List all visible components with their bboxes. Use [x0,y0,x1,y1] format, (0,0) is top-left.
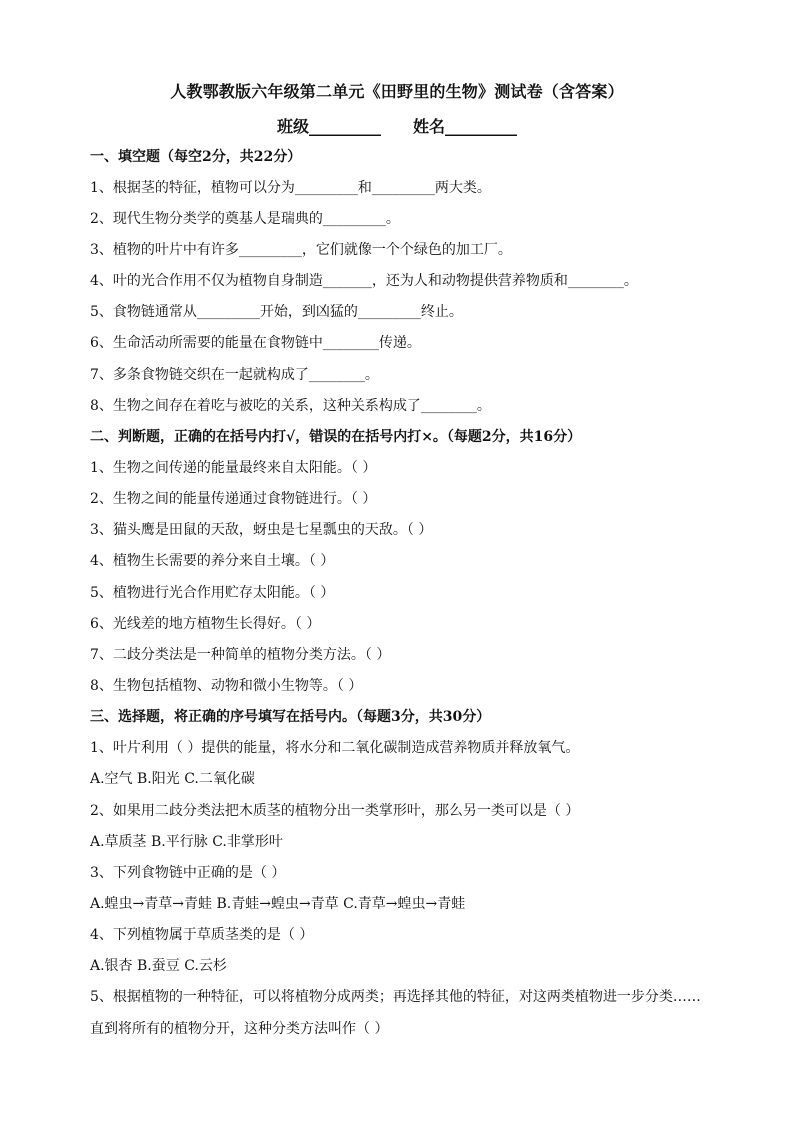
question-item: 4、植物生长需要的养分来自土壤。（ ） [90,553,335,569]
question-item: 4、叶的光合作用不仅为植物自身制造_______，还为人和动物提供营养物质和________。 [90,273,638,289]
question-item: 6、生命活动所需要的能量在食物链中________传递。 [90,335,421,351]
question-item: 2、现代生物分类学的奠基人是瑞典的_________。 [90,211,400,227]
choice-options: A.空气 B.阳光 C.二氧化碳 [90,771,255,787]
question-item: 1、根据茎的特征，植物可以分为_________和_________两大类。 [90,180,491,196]
question-item: 1、生物之间传递的能量最终来自太阳能。（ ） [90,460,377,476]
question-item: 4、下列植物属于草质茎类的是（ ） [90,927,314,943]
question-item: 3、植物的叶片中有许多_________，它们就像一个个绿色的加工厂。 [90,242,512,258]
question-item: 3、猫头鹰是田鼠的天敌，蚜虫是七星瓢虫的天敌。（ ） [90,522,433,538]
question-item: 2、生物之间的能量传递通过食物链进行。（ ） [90,491,377,507]
question-item: 5、食物链通常从_________开始，到凶猛的_________终止。 [90,304,463,320]
question-item: 3、下列食物链中正确的是（ ） [90,865,286,881]
choice-options: A.蝗虫→青草→青蛙 B.青蛙→蝗虫→青草 C.青草→蝗虫→青蛙 [90,896,466,912]
question-item-continuation: 直到将所有的植物分开，这种分类方法叫作（ ） [90,1021,389,1037]
choice-options: A.草质茎 B.平行脉 C.非掌形叶 [90,834,283,850]
question-item: 7、二歧分类法是一种简单的植物分类方法。（ ） [90,647,391,663]
section-heading-multiple-choice: 三、选择题，将正确的序号填写在括号内。（每题3分，共30分） [90,709,491,725]
question-item: 8、生物之间存在着吃与被吃的关系，这种关系构成了________。 [90,398,491,414]
question-item: 1、叶片利用（ ）提供的能量，将水分和二氧化碳制造成营养物质并释放氧气。 [90,740,580,756]
page-title: 人教鄂教版六年级第二单元《田野里的生物》测试卷（含答案） [170,82,624,101]
question-item: 7、多条食物链交织在一起就构成了________。 [90,367,379,383]
student-info-line [0,114,794,137]
class-field: 班级_________ [276,117,381,136]
question-item: 2、如果用二歧分类法把木质茎的植物分出一类掌形叶，那么另一类可以是（ ） [90,803,580,819]
question-item: 5、根据植物的一种特征，可以将植物分成两类；再选择其他的特征，对这两类植物进一步分类…… [90,989,701,1005]
question-item: 8、生物包括植物、动物和微小生物等。（ ） [90,678,363,694]
question-item: 5、植物进行光合作用贮存太阳能。（ ） [90,585,335,601]
choice-options: A.银杏 B.蚕豆 C.云杉 [90,958,227,974]
name-field: 姓名_________ [413,117,518,136]
section-heading-fill-blank: 一、填空题（每空2分，共22分） [90,149,302,165]
section-heading-true-false: 二、判断题，正确的在括号内打√，错误的在括号内打×。（每题2分，共16分） [90,429,582,445]
question-item: 6、光线差的地方植物生长得好。（ ） [90,616,321,632]
